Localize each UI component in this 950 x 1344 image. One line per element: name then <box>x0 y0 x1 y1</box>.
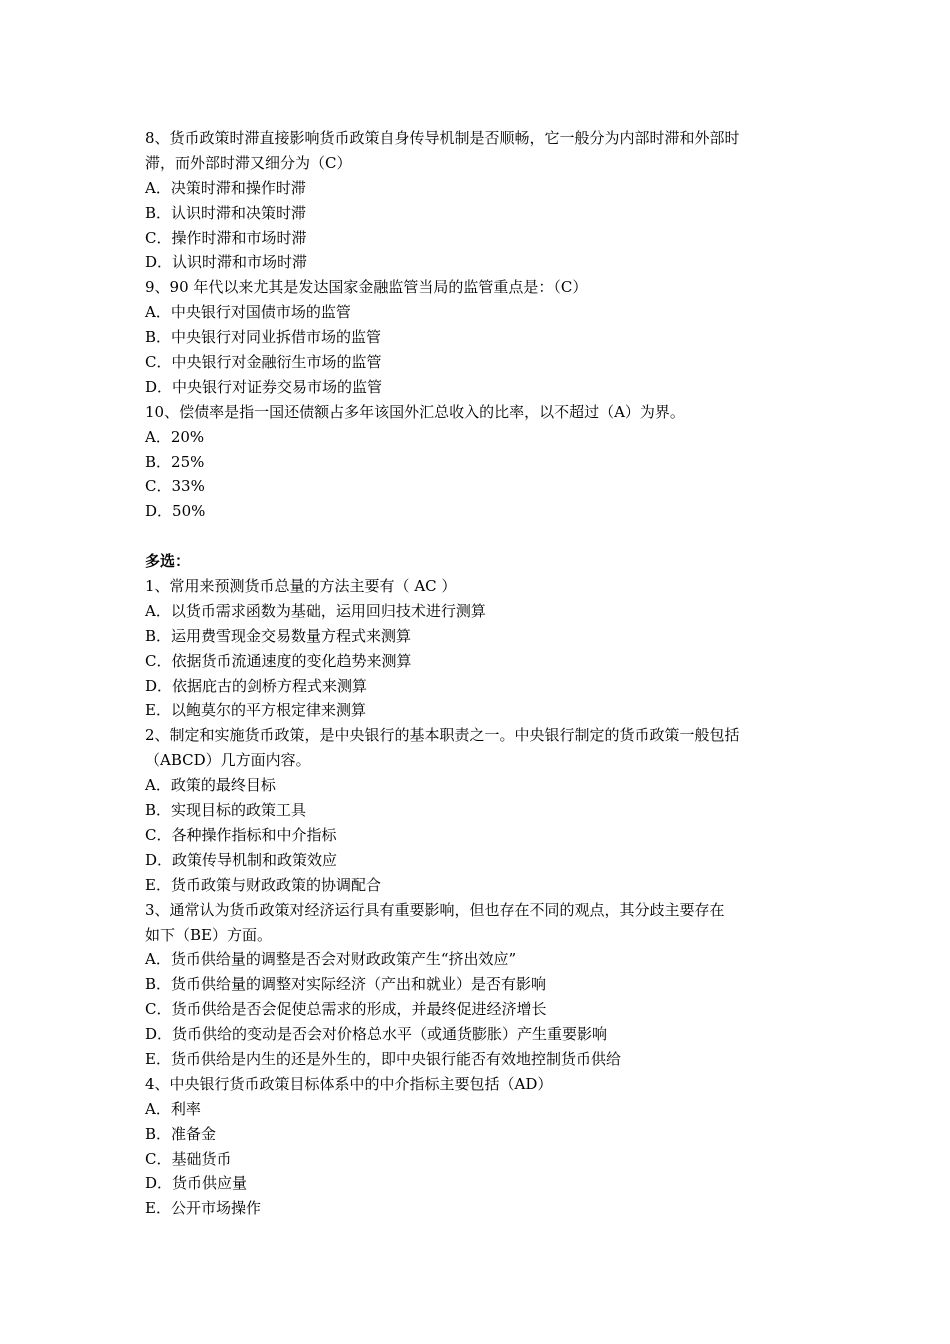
option-c: C．货币供给是否会促使总需求的形成，并最终促进经济增长 <box>145 1000 547 1019</box>
question-text: 9、90 年代以来尤其是发达国家金融监管当局的监管重点是：（C） <box>145 278 588 297</box>
option-c: C．各种操作指标和中介指标 <box>145 825 337 844</box>
option-a: A．利率 <box>145 1099 201 1118</box>
question-text: 2、制定和实施货币政策，是中央银行的基本职责之一。中央银行制定的货币政策一般包括 <box>145 726 740 745</box>
section-title-multiple-choice: 多选： <box>145 552 191 571</box>
option-d: D．50% <box>145 502 206 521</box>
option-a: A．政策的最终目标 <box>145 776 276 795</box>
option-e: E．货币供给是内生的还是外生的，即中央银行能否有效地控制货币供给 <box>145 1049 621 1068</box>
option-e: E．货币政策与财政政策的协调配合 <box>145 875 381 894</box>
option-d: D．货币供应量 <box>145 1174 248 1193</box>
option-d: D．中央银行对证券交易市场的监管 <box>145 377 383 396</box>
option-a: A．以货币需求函数为基础，运用回归技术进行测算 <box>145 601 486 620</box>
question-text: 滞，而外部时滞又细分为（C） <box>145 153 352 172</box>
option-a: A．中央银行对国债市场的监管 <box>145 303 351 322</box>
question-8 <box>145 126 810 275</box>
question-10 <box>145 400 810 524</box>
option-d: D．认识时滞和市场时滞 <box>145 253 308 272</box>
option-b: B．25% <box>145 452 205 471</box>
option-c: C．基础货币 <box>145 1149 232 1168</box>
option-d: D．货币供给的变动是否会对价格总水平（或通货膨胀）产生重要影响 <box>145 1025 608 1044</box>
option-c: C．操作时滞和市场时滞 <box>145 228 307 247</box>
multi-question-4 <box>145 1072 810 1221</box>
option-c: C．依据货币流通速度的变化趋势来测算 <box>145 651 412 670</box>
question-text: 3、通常认为货币政策对经济运行具有重要影响，但也存在不同的观点，其分歧主要存在 <box>145 900 725 919</box>
option-a: A．货币供给量的调整是否会对财政政策产生“挤出效应” <box>145 950 517 969</box>
question-9 <box>145 275 810 399</box>
option-c: C．中央银行对金融衍生市场的监管 <box>145 353 382 372</box>
option-c: C．33% <box>145 477 205 496</box>
multi-question-2 <box>145 723 810 897</box>
option-b: B．运用费雪现金交易数量方程式来测算 <box>145 626 412 645</box>
option-b: B．中央银行对同业拆借市场的监管 <box>145 328 382 347</box>
option-e: E．公开市场操作 <box>145 1199 261 1218</box>
option-d: D．政策传导机制和政策效应 <box>145 850 338 869</box>
question-text: 4、中央银行货币政策目标体系中的中介指标主要包括（AD） <box>145 1074 553 1093</box>
option-a: A．决策时滞和操作时滞 <box>145 178 306 197</box>
option-d: D．依据庇古的剑桥方程式来测算 <box>145 676 368 695</box>
question-text: 10、偿债率是指一国还债额占多年该国外汇总收入的比率，以不超过（A）为界。 <box>145 402 685 421</box>
question-text: 8、货币政策时滞直接影响货币政策自身传导机制是否顺畅，它一般分为内部时滞和外部时 <box>145 129 740 147</box>
multi-question-1 <box>145 574 810 723</box>
question-text: （ABCD）几方面内容。 <box>145 751 311 770</box>
option-b: B．认识时滞和决策时滞 <box>145 203 307 222</box>
question-text: 如下（BE）方面。 <box>145 925 272 944</box>
section-spacer <box>145 524 810 549</box>
document-body <box>145 126 810 1221</box>
option-b: B．实现目标的政策工具 <box>145 801 307 820</box>
multi-question-3 <box>145 898 810 1072</box>
option-a: A．20% <box>145 427 205 446</box>
option-b: B．准备金 <box>145 1124 217 1143</box>
question-text: 1、常用来预测货币总量的方法主要有（ AC ） <box>145 577 457 596</box>
option-b: B．货币供给量的调整对实际经济（产出和就业）是否有影响 <box>145 975 547 994</box>
option-e: E．以鲍莫尔的平方根定律来测算 <box>145 701 366 720</box>
